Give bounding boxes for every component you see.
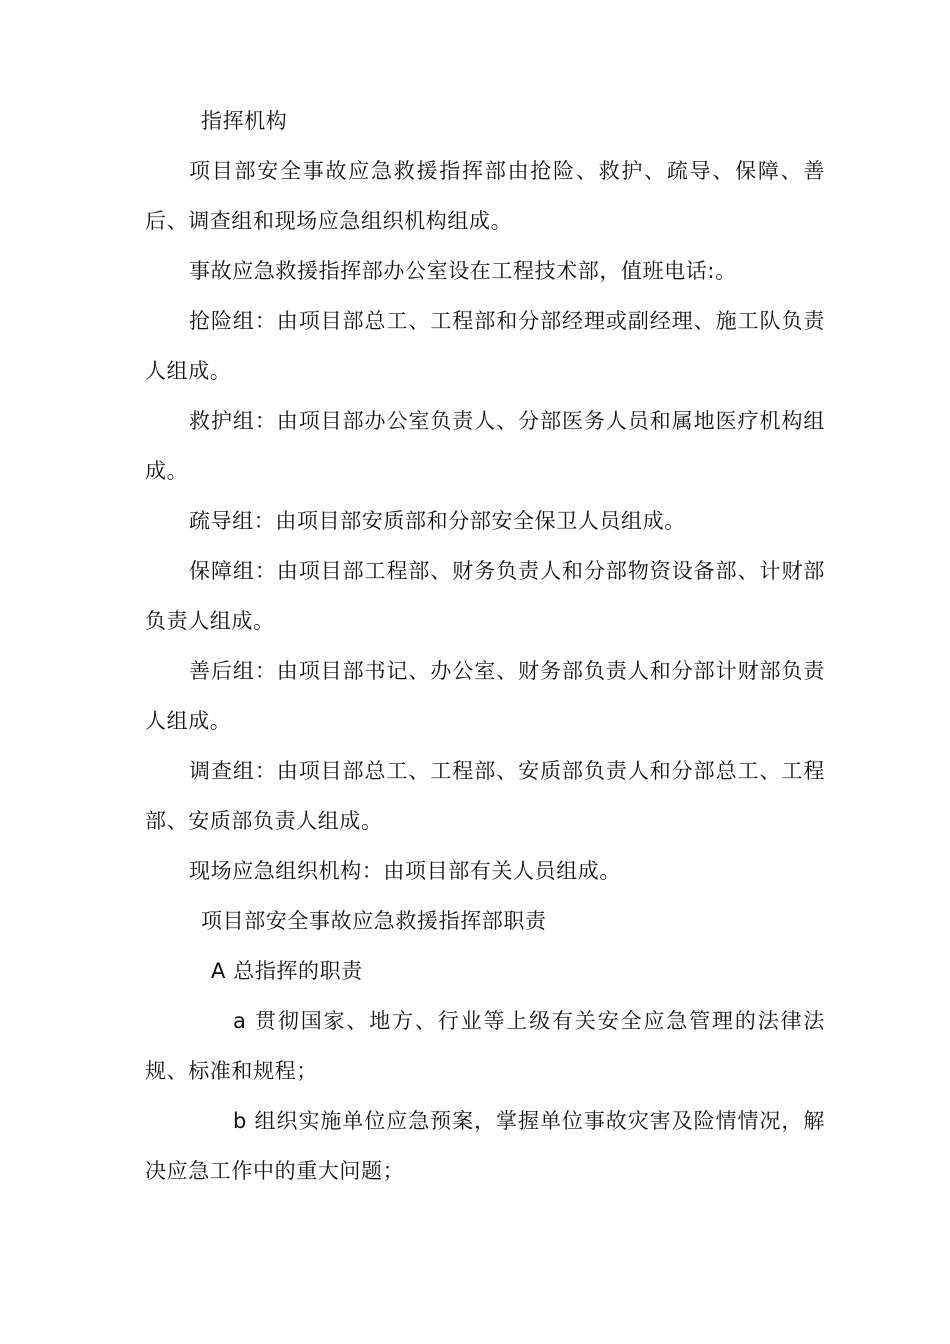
document-body [145,96,825,1196]
section-heading-command-organization: 指挥机构 [201,109,288,133]
paragraph-rescue-team: 抢险组：由项目部总工、工程部和分部经理或副经理、施工队负责人组成。 [145,309,825,383]
paragraph-headquarters-composition: 项目部安全事故应急救援指挥部由抢险、救护、疏导、保障、善后、调查组和现场应急组织机构组成。 [145,159,825,233]
duty-item-a: a 贯彻国家、地方、行业等上级有关安全应急管理的法律法规、标准和规程； [145,1009,825,1083]
paragraph-investigation-team: 调查组：由项目部总工、工程部、安质部负责人和分部总工、工程部、安质部负责人组成。 [145,759,825,833]
paragraph-office-location: 事故应急救援指挥部办公室设在工程技术部，值班电话:。 [189,259,737,283]
paragraph-evacuation-team: 疏导组：由项目部安质部和分部安全保卫人员组成。 [189,509,686,533]
section-heading-headquarters-duties: 项目部安全事故应急救援指挥部职责 [201,909,547,933]
paragraph-aftermath-team: 善后组：由项目部书记、办公室、财务部负责人和分部计财部负责人组成。 [145,659,825,733]
paragraph-onsite-organization: 现场应急组织机构：由项目部有关人员组成。 [189,859,621,883]
paragraph-medical-team: 救护组：由项目部办公室负责人、分部医务人员和属地医疗机构组成。 [145,409,825,483]
paragraph-support-team: 保障组：由项目部工程部、财务负责人和分部物资设备部、计财部负责人组成。 [145,559,825,633]
subsection-heading-commander-duties: A 总指挥的职责 [211,959,363,983]
duty-item-b: b 组织实施单位应急预案，掌握单位事故灾害及险情情况，解决应急工作中的重大问题； [145,1109,825,1183]
